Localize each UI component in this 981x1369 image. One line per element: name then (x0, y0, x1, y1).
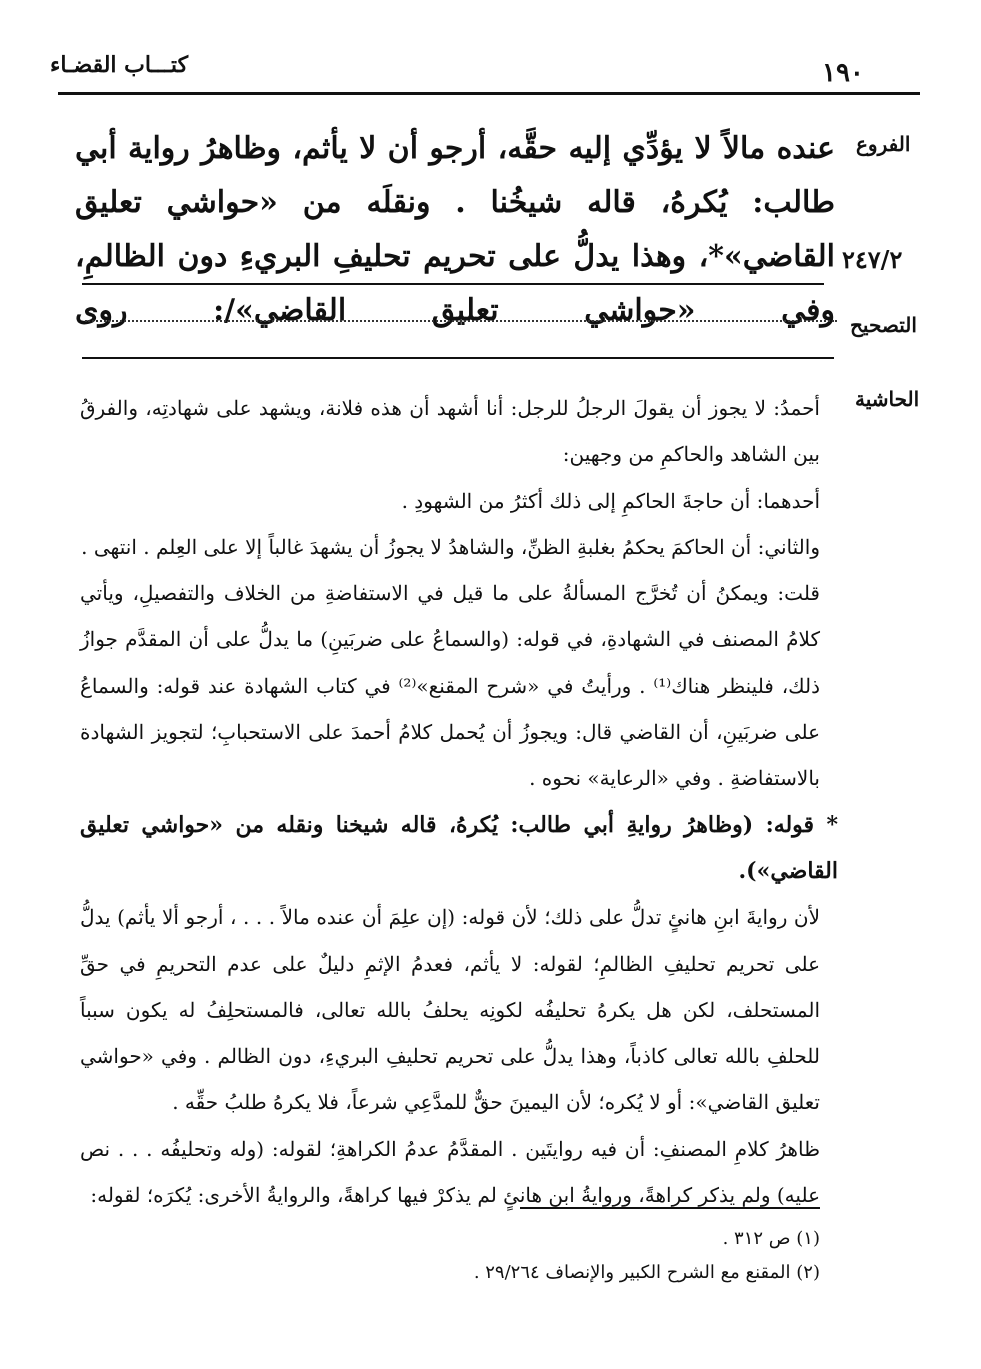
header-divider (58, 92, 920, 95)
furu-divider (82, 283, 824, 285)
hashiya-label: الحاشية (855, 387, 920, 411)
hashiya-quoted-heading: * قوله: (وظاهرُ روايةِ أبي طالب: يُكرهُ، قاله شيخنا ونقله من «حواشي تعليق القاضي»). (80, 811, 838, 884)
hashiya-paragraph: أحمدُ: لا يجوز أن يقولَ الرجلُ للرجل: أنا أشهد أن هذه فلانة، ويشهد على شهادتِه، والفرقُ بين الشاهد والحاكمِ من وجهين: (80, 396, 820, 467)
footnote-divider (520, 1207, 820, 1209)
book-title: كتـــاب القضـاء (50, 52, 189, 78)
hashiya-paragraph: أحدهما: أن حاجةَ الحاكمِ إلى ذلك أكثرُ من الشهودِ . (401, 488, 820, 513)
footnotes (430, 1222, 820, 1290)
tashih-dotted-line (85, 312, 837, 322)
tashih-divider (82, 357, 834, 359)
footnote-2: (٢) المقنع مع الشرح الكبير والإنصاف ٢٩/٢٦٤ . (473, 1262, 820, 1283)
furu-label: الفروع (856, 132, 911, 156)
footnote-1: (١) ص ٣١٢ . (722, 1228, 820, 1249)
hashiya-paragraph: قلت: ويمكنُ أن تُخرَّج المسألةُ على ما قيل في الاستفاضةِ من الخلاف والتفصيلِ، ويأتي كلامُ المصنف في الشهادةِ، في قوله: (والسماعُ على ضربَينِ) ما يدلُّ على أن المقدَّم جوازُ ذلك، فلينظر هناك⁽¹⁾ . ورأيتُ في «شرح المقنع»⁽²⁾ في كتاب الشهادة عند قوله: والسماعُ على ضربَينِ، أن القاضي قال: ويجوزُ أن يُحمل كلامُ أحمدَ على الاستحبابِ؛ لتجويز الشهادة بالاستفاضةِ . وفي «الرعاية» نحوه . (80, 581, 821, 791)
hashiya-paragraph: والثاني: أن الحاكمَ يحكمُ بغلبةِ الظنِّ، والشاهدُ لا يجوزُ أن يشهدَ غالباً إلا على العِلم . انتهى . (81, 534, 820, 559)
hashiya-paragraph: ظاهرُ كلامِ المصنفِ: أن فيه روايتَين . المقدَّمُ عدمُ الكراهةِ؛ لقوله: (وله وتحليفُه . . . نص عليه) ولم يذكر كراهةً، وروايةُ ابن هانئٍ لم يذكرْ فيها كراهةً، والروايةُ الأخرى: يُكرَه؛ لقوله: (80, 1136, 820, 1208)
furu-volume-ref: ٢٤٧/٢ (842, 245, 903, 274)
page-number: ١٩٠ (822, 58, 864, 88)
furu-main-text: عنده مالاً لا يؤدِّي إليه حقَّه، أرجو أن لا يأثم، وظاهرُ رواية أبي طالب: يُكرهُ، قاله شيخُنا . ونقلَه من «حواشي تعليق القاضي»*، وهذا يدلُّ على تحريم تحليفِ البريءِ دون الظالمِ، وفي «حواشي تعليق القاضي»/: روى (75, 131, 835, 328)
hashiya-body (80, 385, 838, 1218)
tashih-label: التصحيح (850, 313, 917, 337)
hashiya-paragraph: لأن روايةَ ابنِ هانئٍ تدلُّ على ذلك؛ لأن قوله: (إن علِمَ أن عنده مالاً . . . ، أرجو ألا يأثم) يدلُّ على تحريم تحليفِ الظالمِ؛ لقوله: لا يأثم، فعدمُ الإثمِ دليلٌ على عدم التحريمِ في حقِّ المستحلف، لكن هل يكرهُ تحليفُه لكونِه يحلفُ بالله تعالى، فالمستحلِفُ له يكون سبباً للحلفِ بالله تعالى كاذباً، وهذا يدلُّ على تحريم تحليفِ البريءِ، دون الظالم . وفي «حواشي تعليق القاضي»: أو لا يُكره؛ لأن اليمينَ حقٌّ للمدَّعِي شرعاً، فلا يكرهُ طلبُ حقِّه . (80, 905, 820, 1115)
